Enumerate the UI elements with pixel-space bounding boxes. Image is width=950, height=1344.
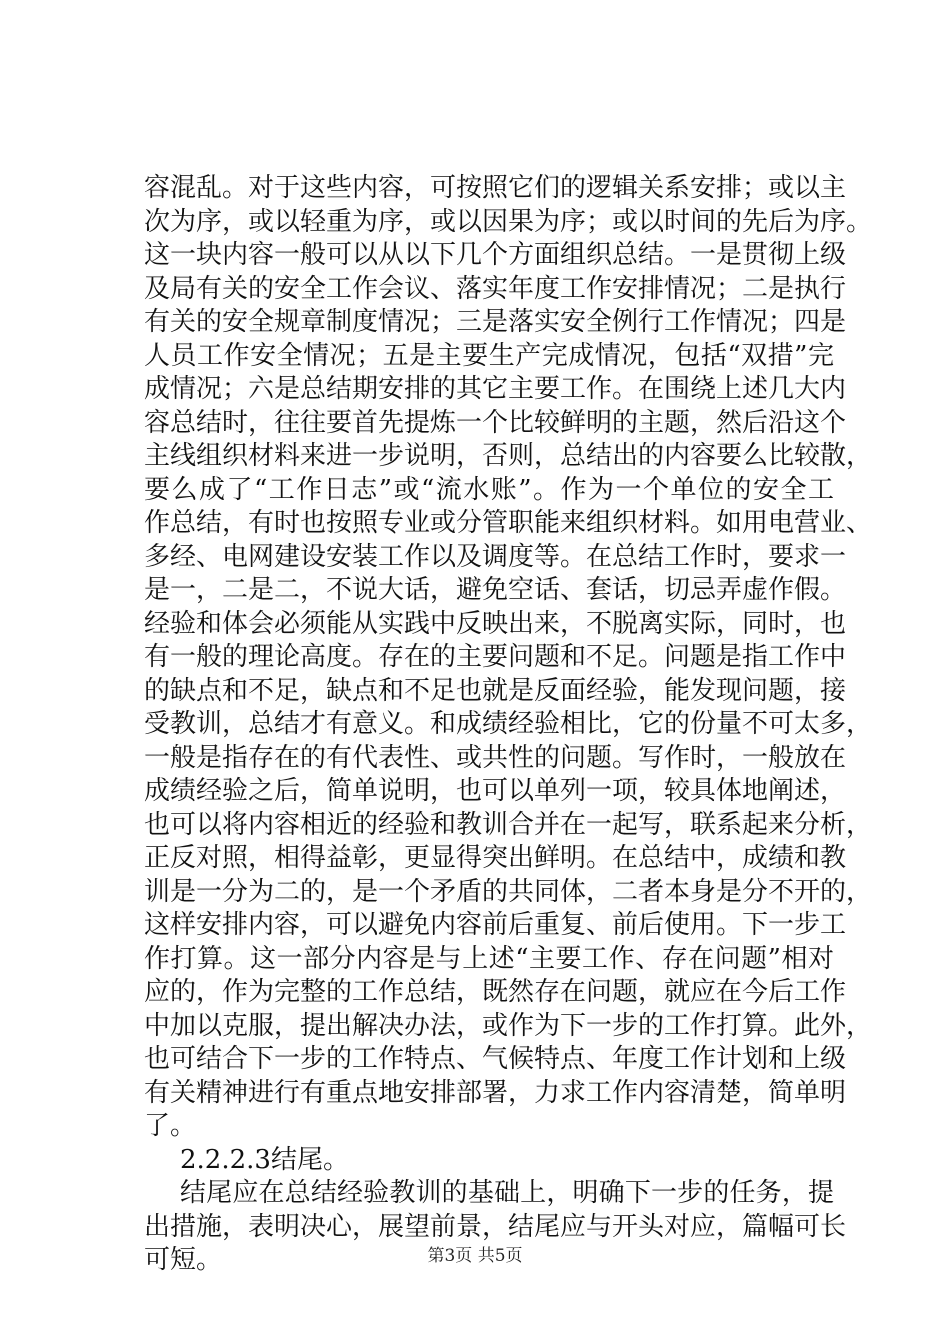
text-line: 容混乱。对于这些内容，可按照它们的逻辑关系安排；或以主 [144, 173, 847, 203]
text-line: 主线组织材料来进一步说明，否则，总结出的内容要么比较散， [144, 441, 873, 471]
page-footer: 第3页 共5页 [427, 1246, 523, 1266]
text-line: 也可以将内容相近的经验和教训合并在一起写，联系起来分析， [144, 809, 873, 840]
text-line: 可短。 [144, 1245, 223, 1275]
text-line: 多经、电网建设安装工作以及调度等。在总结工作时，要求一 [144, 541, 847, 572]
text-line: 容总结时，往往要首先提炼一个比较鲜明的主题，然后沿这个 [144, 407, 847, 438]
text-line: 有关精神进行有重点地安排部署，力求工作内容清楚，简单明 [144, 1077, 847, 1108]
text-line: 次为序，或以轻重为序，或以因果为序；或以时间的先后为序。 [144, 206, 873, 237]
text-line: 要么成了“工作日志”或“流水账”。作为一个单位的安全工 [144, 474, 834, 505]
text-line: 受教训，总结才有意义。和成绩经验相比，它的份量不可太多， [144, 709, 873, 739]
text-line: 这样安排内容，可以避免内容前后重复、前后使用。下一步工 [144, 910, 847, 940]
text-line: 及局有关的安全工作会议、落实年度工作安排情况；二是执行 [144, 273, 847, 304]
text-line: 成绩经验之后，简单说明，也可以单列一项，较具体地阐述， [144, 776, 847, 806]
section-heading: 2.2.2.3结尾。 [180, 1144, 349, 1175]
text-line: 一般是指存在的有代表性、或共性的问题。写作时，一般放在 [144, 742, 847, 773]
text-line: 作总结，有时也按照专业或分管职能来组织材料。如用电营业、 [144, 508, 873, 538]
text-line: 应的，作为完整的工作总结，既然存在问题，就应在今后工作 [144, 977, 847, 1007]
text-line: 作打算。这一部分内容是与上述“主要工作、存在问题”相对 [144, 943, 834, 974]
text-line: 出措施，表明决心，展望前景，结尾应与开头对应，篇幅可长 [144, 1211, 847, 1242]
text-line: 这一块内容一般可以从以下几个方面组织总结。一是贯彻上级 [144, 240, 847, 270]
text-line: 结尾应在总结经验教训的基础上，明确下一步的任务，提 [180, 1178, 834, 1208]
text-line: 也可结合下一步的工作特点、气候特点、年度工作计划和上级 [144, 1044, 847, 1074]
text-line: 经验和体会必须能从实践中反映出来，不脱离实际，同时，也 [144, 608, 847, 639]
text-line: 有关的安全规章制度情况；三是落实安全例行工作情况；四是 [144, 307, 847, 337]
text-line: 了。 [144, 1111, 197, 1141]
text-line: 中加以克服，提出解决办法，或作为下一步的工作打算。此外， [144, 1010, 873, 1041]
text-line: 训是一分为二的，是一个矛盾的共同体，二者本身是分不开的， [144, 876, 873, 907]
text-line: 是一，二是二，不说大话，避免空话、套话，切忌弄虚作假。 [144, 575, 847, 605]
text-line: 的缺点和不足，缺点和不足也就是反面经验，能发现问题，接 [144, 675, 847, 706]
body-text [144, 172, 873, 1278]
text-line: 正反对照，相得益彰，更显得突出鲜明。在总结中，成绩和教 [144, 843, 847, 873]
text-line: 成情况；六是总结期安排的其它主要工作。在围绕上述几大内 [144, 374, 847, 404]
text-line: 人员工作安全情况；五是主要生产完成情况，包括“双措”完 [144, 340, 834, 371]
text-line: 有一般的理论高度。存在的主要问题和不足。问题是指工作中 [144, 642, 847, 672]
